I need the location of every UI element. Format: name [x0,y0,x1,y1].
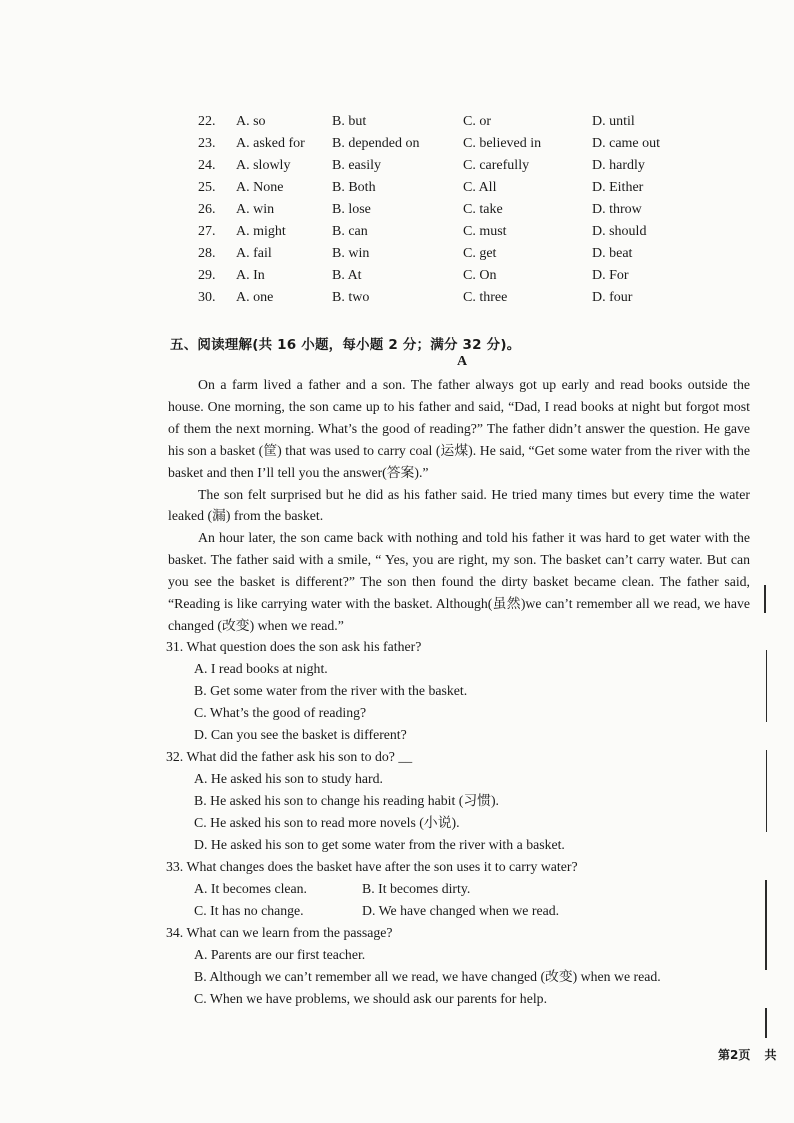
option-c: C. must [463,224,507,239]
scan-mark [766,750,767,832]
question-33 [166,857,766,923]
question-number: 29. [198,268,216,283]
option-a: A. one [236,290,274,305]
question-number: 27. [198,224,216,239]
scan-mark [766,650,767,722]
answer-option: A. Parents are our first teacher. [194,947,366,962]
question-34 [166,923,766,1011]
option-a: A. win [236,202,275,217]
option-b: B. can [332,224,368,239]
option-c: C. carefully [463,158,530,173]
option-a: A. None [236,180,284,195]
option-b: B. win [332,246,370,261]
option-d: D. should [592,224,647,239]
question-32 [166,747,766,857]
option-c: C. three [463,290,508,305]
passage-paragraph: An hour later, the son came back with nothing and told his father it was hard to get water with the basket. The father said with a smile, “ Yes, you are right, my son. The basket can’t carry water. But can you see the basket is different?” The son then found the dirty basket became clean. The father said, “Reading is like carrying water with the basket. Although(虽然)we can’t remember all we read, we have changed (改变) when we read.” [168,530,750,633]
question-number: 24. [198,158,216,173]
question-stem: 34. What can we learn from the passage? [166,925,393,940]
answer-option: A. He asked his son to study hard. [194,771,383,786]
option-a: A. so [236,114,266,129]
answer-option: D. Can you see the basket is different? [194,727,407,742]
answer-option: D. We have changed when we read. [362,903,560,918]
option-a: A. In [236,268,265,283]
option-c: C. believed in [463,136,542,151]
reading-passage [168,374,750,637]
option-b: B. but [332,114,367,129]
option-b: B. Both [332,180,376,195]
option-b: B. depended on [332,136,420,151]
option-c: C. get [463,246,497,261]
answer-option: B. Although we can’t remember all we read, we have changed (改变) when we read. [194,969,661,984]
question-31 [166,637,766,747]
question-number: 22. [198,114,216,129]
option-b: B. At [332,268,362,283]
option-d: D. beat [592,246,633,261]
answer-option: D. He asked his son to get some water from the river with a basket. [194,837,565,852]
option-a: A. fail [236,246,272,261]
question-number: 26. [198,202,216,217]
option-d: D. came out [592,136,661,151]
question-stem: 31. What question does the son ask his father? [166,639,422,654]
option-d: D. four [592,290,633,305]
page-total-label: 共 [764,1048,777,1062]
question-stem: 32. What did the father ask his son to do? __ [166,749,413,764]
page-footer [718,1046,787,1063]
answer-option: B. He asked his son to change his reading habit (习惯). [194,793,499,808]
answer-option: A. It becomes clean. [194,881,308,896]
option-d: D. until [592,114,635,129]
answer-option: C. He asked his son to read more novels (小说). [194,815,460,830]
option-b: B. two [332,290,370,305]
option-b: B. lose [332,202,371,217]
option-d: D. Either [592,180,644,195]
page-number: 第2页 [718,1048,751,1062]
scan-mark [765,880,767,970]
option-c: C. On [463,268,497,283]
passage-paragraph: On a farm lived a father and a son. The father always got up early and read books outside the house. One morning, the son came up to his father and said, “Dad, I read books at night but forgot most of them the next morning. What’s the good of reading?” The father didn’t answer the question. He gave his son a basket (筐) that was used to carry coal (运煤). He said, “Get some water from the river with the basket and then I’ll tell you the answer(答案).” [168,377,750,480]
scan-mark [765,1008,767,1038]
answer-option: C. What’s the good of reading? [194,705,367,720]
option-c: C. All [463,180,497,195]
option-c: C. take [463,202,503,217]
question-number: 25. [198,180,216,195]
option-c: C. or [463,114,491,129]
answer-option: C. It has no change. [194,903,304,918]
option-a: A. asked for [236,136,305,151]
answer-option: B. It becomes dirty. [362,881,471,896]
option-a: A. slowly [236,158,291,173]
answer-option: B. Get some water from the river with the basket. [194,683,468,698]
answer-option: C. When we have problems, we should ask our parents for help. [194,991,548,1006]
question-number: 28. [198,246,216,261]
scan-mark [764,585,766,613]
section-title: 五、阅读理解(共 16 小题，每小题 2 分；满分 32 分)。 [170,337,521,353]
passage-paragraph: The son felt surprised but he did as his father said. He tried many times but every time the water leaked (漏) from the basket. [168,486,750,524]
question-stem: 33. What changes does the basket have after the son uses it to carry water? [166,859,578,874]
option-d: D. hardly [592,158,645,173]
passage-letter: A [456,354,468,369]
question-number: 23. [198,136,216,151]
option-d: D. throw [592,202,642,217]
answer-option-row [166,879,766,901]
option-d: D. For [592,268,629,283]
question-list [166,637,766,1011]
question-number: 30. [198,290,216,305]
option-a: A. might [236,224,286,239]
option-b: B. easily [332,158,381,173]
answer-option-row [166,901,766,923]
answer-option: A. I read books at night. [194,661,328,676]
